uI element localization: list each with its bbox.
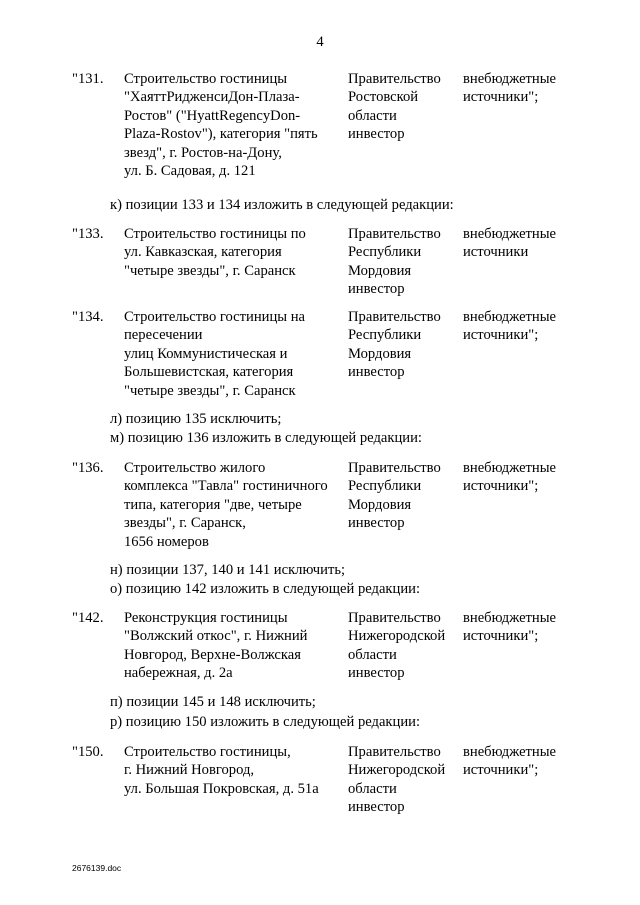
entry-responsible: Правительство Республики Мордовия инвестор	[348, 460, 441, 532]
instruction-o: о) позицию 142 изложить в следующей редакции:	[110, 581, 421, 597]
page-number: 4	[316, 34, 324, 50]
entry-responsible: Правительство Нижегородской области инвестор	[348, 610, 446, 682]
entry-number: "150.	[72, 744, 104, 760]
entry-title: Строительство гостиницы "ХаяттРидженсиДон-Плаза- Ростов" ("HyattRegencyDon- Plaza-Rostov"), категория "пять звезд", г. Ростов-на-Дону, ул. Б. Садовая, д. 121	[124, 71, 318, 180]
entry-number: "133.	[72, 226, 104, 242]
entry-responsible: Правительство Ростовской области инвестор	[348, 71, 441, 143]
instruction-l: л) позицию 135 исключить;	[110, 411, 282, 427]
instruction-n: н) позиции 137, 140 и 141 исключить;	[110, 562, 346, 578]
instruction-p: п) позиции 145 и 148 исключить;	[110, 694, 316, 710]
document-footer: 2676139.doc	[72, 863, 122, 873]
entry-funding: внебюджетные источники";	[463, 744, 557, 779]
entry-funding: внебюджетные источники";	[463, 71, 557, 106]
entry-responsible: Правительство Республики Мордовия инвестор	[348, 309, 441, 381]
entry-title: Строительство гостиницы по ул. Кавказская, категория "четыре звезды", г. Саранск	[124, 226, 306, 279]
entry-responsible: Правительство Нижегородской области инвестор	[348, 744, 446, 816]
entry-funding: внебюджетные источники";	[463, 610, 557, 645]
entry-number: "136.	[72, 460, 104, 476]
instruction-m: м) позицию 136 изложить в следующей редакции:	[110, 430, 422, 446]
entry-number: "134.	[72, 309, 104, 325]
entry-title: Строительство жилого комплекса "Тавла" гостиничного типа, категория "две, четыре звезды", г. Саранск, 1656 номеров	[124, 460, 328, 550]
entry-funding: внебюджетные источники";	[463, 460, 557, 495]
entry-title: Реконструкция гостиницы "Волжский откос", г. Нижний Новгород, Верхне-Волжская набережная, д. 2а	[124, 610, 308, 682]
entry-funding: внебюджетные источники	[463, 226, 557, 261]
entry-title: Строительство гостиницы на пересечении улиц Коммунистическая и Большевистская, категория "четыре звезды", г. Саранск	[124, 309, 306, 399]
instruction-r: р) позицию 150 изложить в следующей редакции:	[110, 714, 421, 730]
entry-title: Строительство гостиницы, г. Нижний Новгород, ул. Большая Покровская, д. 51а	[124, 744, 319, 797]
instruction-k: к) позиции 133 и 134 изложить в следующей редакции:	[110, 197, 454, 213]
entry-number: "142.	[72, 610, 104, 626]
entry-responsible: Правительство Республики Мордовия инвестор	[348, 226, 441, 298]
entry-number: "131.	[72, 71, 104, 87]
entry-funding: внебюджетные источники";	[463, 309, 557, 344]
